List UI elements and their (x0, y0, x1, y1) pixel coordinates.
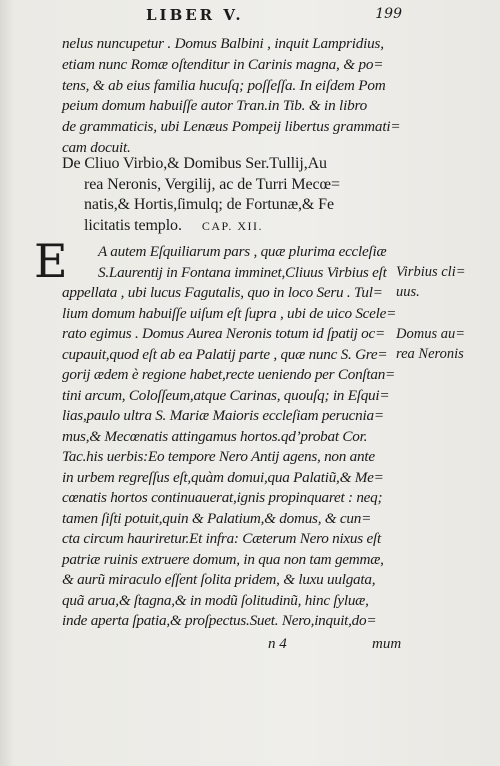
text-line: & aurũ miraculo eſſent ſolita pridem, & luxu uulgata, (62, 571, 376, 588)
margin-note: rea Neronis (396, 346, 464, 362)
text-line: mus,& Mecœnatis attingamus hortos.qd’probat Cor. (62, 427, 368, 445)
text-line: appellata , ubi lucus Fagutalis, quo in loco Seru . Tul= (62, 284, 383, 301)
text-line: in urbem regreſſus eſt,quàm domui,qua Palatiũ,& Me= (62, 468, 384, 486)
text-line: nelus nuncupetur . Domus Balbini , inquit Lampridius, (62, 35, 384, 52)
heading-line-text: licitatis templo. (84, 216, 182, 234)
text-line: cœnatis hortos continuauerat,ignis propinquaret : neq; (62, 489, 383, 506)
heading-line: rea Neronis, Vergilij, ac de Turri Mecœ= (84, 175, 340, 193)
margin-note: Domus au= (396, 326, 465, 342)
text-line: A autem Eſquiliarum pars , quæ plurima eccleſiæ (98, 243, 387, 260)
heading-line: De Cliuo Virbio,& Domibus Ser.Tullij,Au (62, 155, 327, 172)
margin-note: uus. (396, 284, 420, 300)
catchword: mum (372, 636, 402, 652)
heading-line: natis,& Hortis,ſimulq; de Fortunæ,& Fe (84, 196, 334, 213)
running-head: LIBER V. (146, 6, 244, 24)
text-line: inde aperta ſpatia,& proſpectus.Suet. Nero,inquit,do= (62, 612, 377, 629)
text-line: cupauit,quod eſt ab ea Palatij parte , quæ nunc S. Gre= (62, 345, 388, 363)
drop-cap-initial: E (34, 234, 68, 288)
text-line: tamen ſiſti potuit,quin & Palatium,& domus, & cun= (62, 509, 372, 527)
text-line: lium domum habuiſſe uiſum eſt ſupra , ubi de uico Scele= (62, 304, 397, 322)
heading-line-last (62, 216, 394, 237)
text-line: quã arua,& ſtagna,& in modũ ſolitudinũ, hinc ſyluæ, (62, 591, 369, 609)
chapter-heading (62, 154, 394, 236)
page-number: 199 (375, 6, 402, 22)
margin-note: Virbius cli= (396, 264, 466, 280)
text-line: lias,paulo ultra S. Mariæ Maioris eccleſiam perucnia= (62, 407, 384, 424)
text-line: patriæ ruinis extruere domum, in qua non tam gemmæ, (62, 550, 384, 568)
chapter-number: CAP. XII. (201, 218, 264, 233)
text-line: S.Laurentij in Fontana imminet,Cliuus Virbius eſt (98, 263, 387, 281)
text-line: tini arcum, Coloſſeum,atque Carinas, quouſq; in Eſqui= (62, 386, 390, 404)
text-line: tens, & ab eius familia hucuſq; poſſeſſa. In eiſdem Pom (62, 76, 386, 94)
text-line: etiam nunc Romæ oſtenditur in Carinis magna, & po= (62, 55, 384, 73)
text-line: de grammaticis, ubi Lenæus Pompeij libertus grammati= (62, 118, 401, 136)
text-line: Tac.his uerbis:Eo tempore Nero Antij agens, non ante (62, 448, 375, 465)
text-line: cta circum hauriretur.Et infra: Cæterum Nero nixus eſt (62, 530, 381, 547)
signature-mark: n 4 (268, 636, 287, 652)
chapter-body (62, 242, 397, 632)
text-line: cam docuit. (62, 138, 131, 156)
text-line: peium domum habuiſſe autor Tran.in Tib. & in libro (62, 97, 368, 115)
text-line: rato egimus . Domus Aurea Neronis totum id ſpatij oc= (62, 325, 385, 342)
text-line: gorij ædem è regione habet,recte ueniendo per Conſtan= (62, 366, 396, 383)
continuation-paragraph (62, 34, 401, 159)
